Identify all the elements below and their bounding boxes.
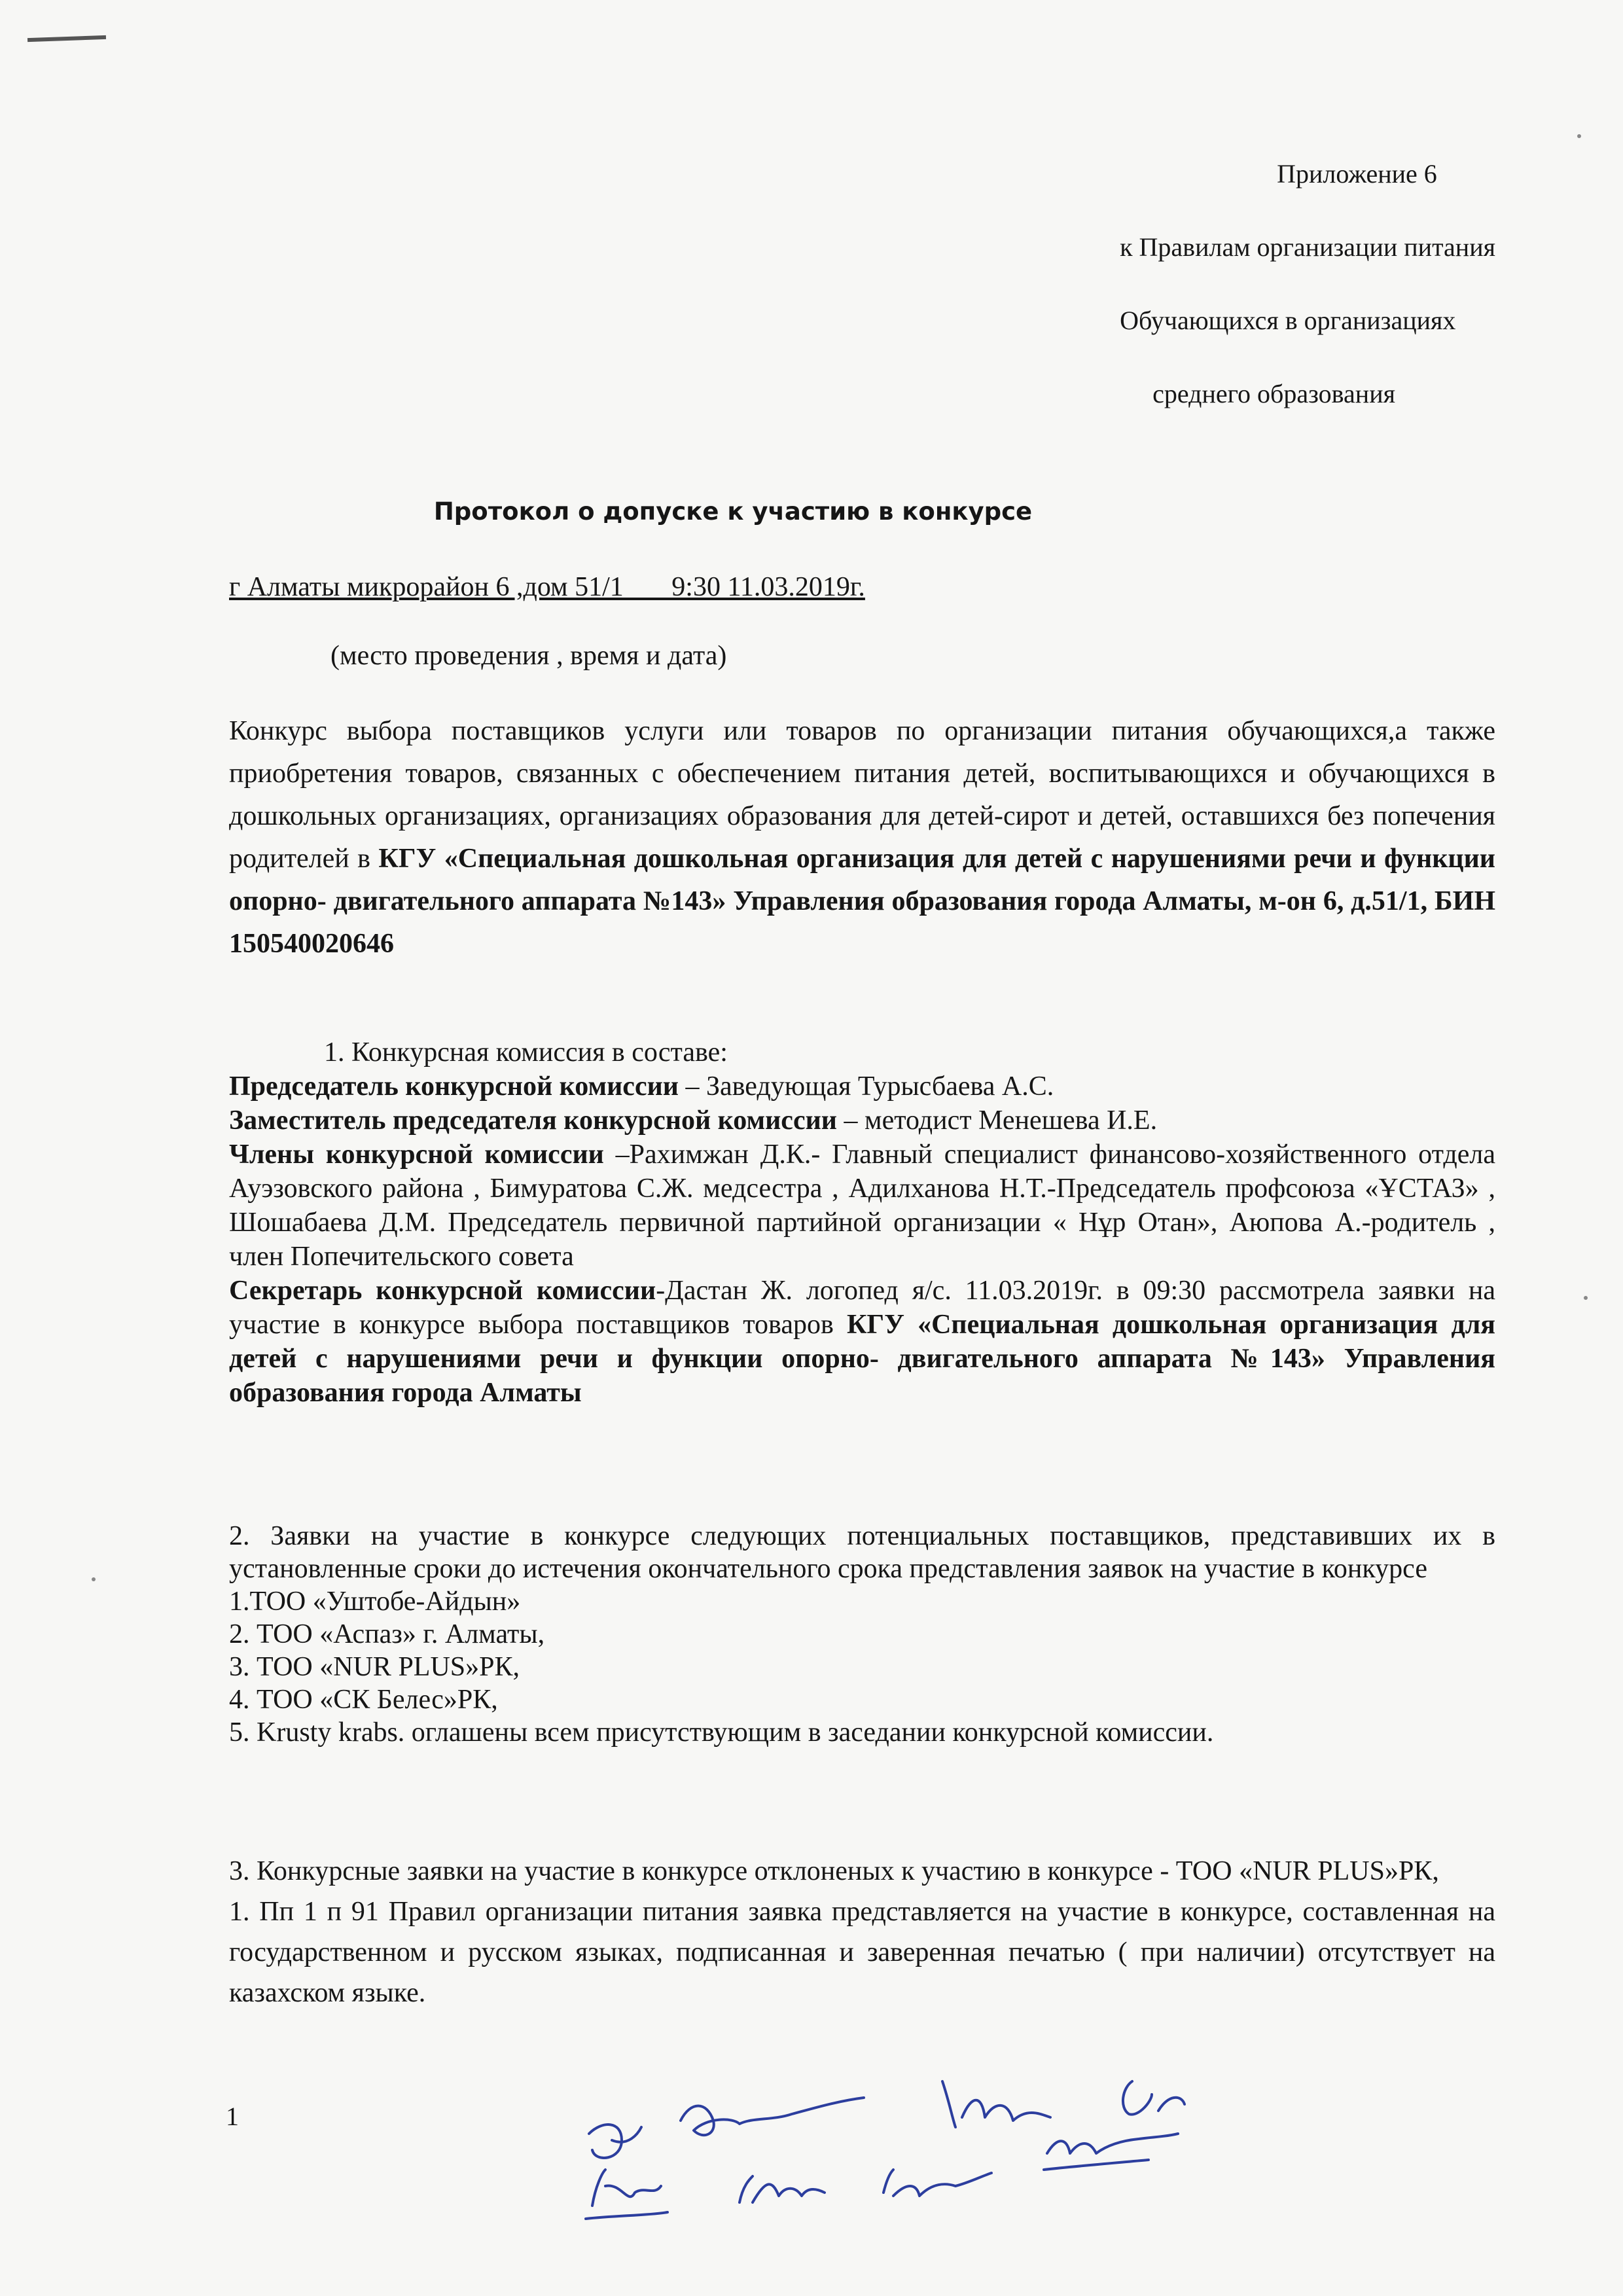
section-1-heading: 1. Конкурсная комиссия в составе: [324, 1037, 728, 1067]
section-3 [229, 1851, 1495, 2013]
appendix-line-3: Обучающихся в организациях [1120, 306, 1456, 335]
members-line [229, 1138, 1495, 1274]
deputy-line [229, 1103, 1495, 1138]
section-3-reason: 1. Пп 1 п 91 Правил организации питания заявка представляется на участие в конкурсе, составленная на государственном и русском языках, подписанная и заверенная печатью ( при наличии) отсутствует на казахском языке. [229, 1897, 1495, 2008]
document-title: Протокол о допуске к участию в конкурсе [433, 497, 1033, 526]
place-time-date: г Алматы микрорайон 6 ,дом 51/1 9:30 11.03.2019г. [229, 572, 865, 602]
scan-speck [1577, 134, 1581, 138]
supplier-item-1: 1.ТОО «Уштобе-Айдын» [229, 1587, 521, 1617]
place-time-date-caption: (место проведения , время и дата) [330, 641, 727, 671]
secretary-line [229, 1274, 1495, 1410]
scan-speck [1584, 1296, 1588, 1300]
scan-speck [92, 1577, 96, 1581]
chair-text: – Заведующая Турысбаева А.С. [679, 1071, 1054, 1102]
members-text: –Рахимжан Д.К.- Главный специалист финансово-хозяйственного отдела Ауэзовского района , Бимуратова С.Ж. медсестра , Адилханова Н.Т.-Председатель профсоюза «ҰСТАЗ» , Шошабаева Д.М. Председатель первичной партийной организации « Нұр Отан», Аюпова А.-родитель , член Попечительского совета [229, 1139, 1495, 1272]
supplier-item-3: 3. ТОО «NUR PLUS»РК, [229, 1652, 520, 1682]
appendix-line-4: среднего образования [1152, 379, 1396, 408]
secretary-label: Секретарь конкурсной комиссии [229, 1276, 656, 1306]
page-number: 1 [226, 2102, 239, 2131]
supplier-item-5: 5. Krusty krabs. оглашены всем присутствующим в заседании конкурсной комиссии. [229, 1717, 1214, 1748]
intro-paragraph [229, 710, 1495, 965]
scan-artifact [27, 35, 106, 42]
members-label: Члены конкурсной комиссии [229, 1139, 604, 1170]
section-3-text: 3. Конкурсные заявки на участие в конкурсе отклоненых к участию в конкурсе - ТОО «NUR PLUS»РК, [229, 1856, 1439, 1886]
deputy-label: Заместитель председателя конкурсной комиссии [229, 1105, 837, 1136]
appendix-line-1: Приложение 6 [1277, 159, 1437, 188]
appendix-block [1120, 137, 1495, 431]
secretary-text: -Дастан Ж. логопед я/с. 11.03.2019г. в 09:30 рассмотрела заявки на участие в конкурсе выбора поставщиков товаров [229, 1276, 1495, 1340]
supplier-item-4: 4. ТОО «СК Белес»РК, [229, 1685, 498, 1715]
deputy-text: – методист Менешева И.Е. [836, 1105, 1158, 1136]
handwritten-signatures [576, 2055, 1263, 2251]
section-2 [229, 1520, 1495, 1749]
intro-organization: КГУ «Специальная дошкольная организация для детей с нарушениями речи и функции опорно- двигательного аппарата №143» Управления образования города Алматы, м-он 6, д.51/1, БИН 150540020646 [229, 844, 1495, 959]
supplier-item-2: 2. ТОО «Аспаз» г. Алматы, [229, 1619, 545, 1649]
section-2-text: 2. Заявки на участие в конкурсе следующих потенциальных поставщиков, представивших их в установленные сроки до истечения окончательного срока представления заявок на участие в конкурсе [229, 1521, 1495, 1584]
section-1-organization: КГУ «Специальная дошкольная организация для детей с нарушениями речи и функции опорно- двигательного аппарата №143» Управления образования города Алматы [229, 1310, 1495, 1408]
chair-line [229, 1069, 1495, 1103]
section-1 [229, 1035, 1495, 1410]
appendix-line-2: к Правилам организации питания [1120, 232, 1495, 262]
intro-text: Конкурс выбора поставщиков услуги или товаров по организации питания обучающихся,а также приобретения товаров, связанных с обеспечением питания детей, воспитывающихся и обучающихся в дошкольных организациях, организациях образования для детей-сирот и детей, оставшихся без попечения родителей в [229, 716, 1495, 874]
chair-label: Председатель конкурсной комиссии [229, 1071, 679, 1102]
